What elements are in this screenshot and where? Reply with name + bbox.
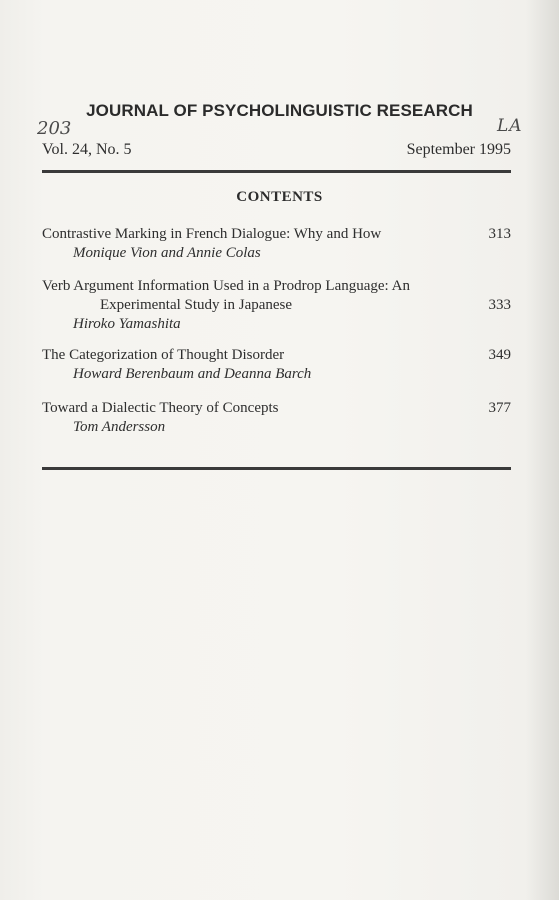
article-title <box>42 346 442 365</box>
article-authors: Hiroko Yamashita <box>73 316 181 332</box>
issue-date: September 1995 <box>406 141 511 158</box>
article-authors: Howard Berenbaum and Deanna Barch <box>73 366 312 382</box>
article-title <box>42 277 442 315</box>
page-number: 313 <box>488 226 511 242</box>
contents-heading: CONTENTS <box>236 189 323 205</box>
article-title-line: Verb Argument Information Used in a Prodrop Language: An <box>42 278 410 294</box>
article-title <box>42 399 442 418</box>
article-title-continuation: Experimental Study in Japanese <box>100 297 293 313</box>
toc-entry <box>42 399 511 437</box>
handwritten-note-right: LA <box>497 116 523 136</box>
toc-entry <box>42 225 511 263</box>
bottom-divider <box>42 467 511 470</box>
article-title-line: Toward a Dialectic Theory of Concepts <box>42 400 279 416</box>
toc-entry <box>42 346 511 384</box>
article-authors: Tom Andersson <box>73 419 166 435</box>
journal-title: JOURNAL OF PSYCHOLINGUISTIC RESEARCH <box>86 101 473 120</box>
toc-entry <box>42 277 511 334</box>
top-divider <box>42 170 511 173</box>
article-title-line: Contrastive Marking in French Dialogue: Why and How <box>42 226 382 242</box>
volume-issue: Vol. 24, No. 5 <box>42 141 132 158</box>
article-authors: Monique Vion and Annie Colas <box>73 245 261 261</box>
page-number: 349 <box>488 347 511 363</box>
handwritten-note-left: 203 <box>37 118 72 139</box>
article-title <box>42 225 442 244</box>
page-number: 377 <box>488 400 511 416</box>
article-title-line: The Categorization of Thought Disorder <box>42 347 285 363</box>
page-number: 333 <box>488 297 511 313</box>
